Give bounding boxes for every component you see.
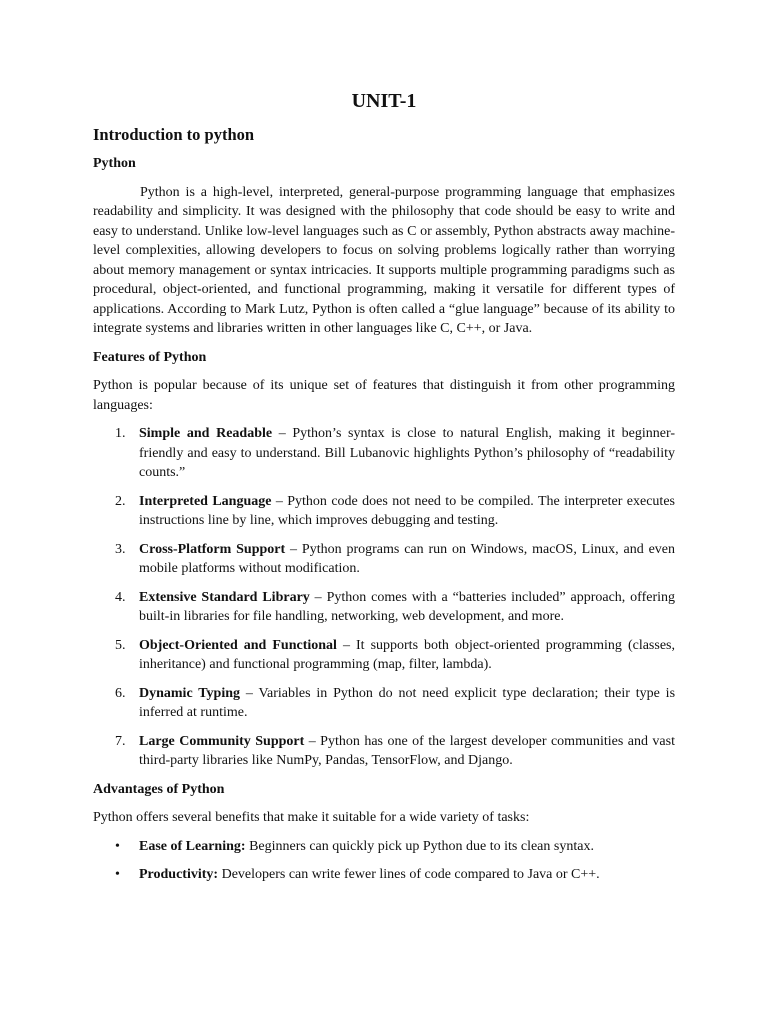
feature-item bbox=[93, 424, 675, 483]
advantage-term: Productivity: bbox=[139, 867, 219, 882]
advantage-term: Ease of Learning: bbox=[139, 838, 246, 854]
feature-number: 5. bbox=[115, 637, 126, 653]
feature-term: Dynamic Typing bbox=[139, 685, 241, 701]
python-paragraph: Python is a high-level, interpreted, general-purpose programming language that emphasizes readability and simplicity. It was designed with the philosophy that code should be easy to write and easy to understand. Unlike low-level languages such as C or assembly, Python abstracts away machine-level complexities, allowing developers to focus on solving problems logically rather than worrying about memory management or syntax intricacies. It supports multiple programming paradigms such as procedural, object-oriented, and functional programming, making it versatile for different types of applications. According to Mark Lutz, Python is often called a “glue language” because of its ability to integrate systems and libraries written in other languages like C, C++, or Java. bbox=[93, 184, 675, 336]
feature-desc: – Python’s syntax is close to natural English, making it beginner-friendly and easy to understand. Bill Lubanovic highlights Python’s philosophy of “readability counts.” bbox=[139, 426, 675, 480]
python-heading: Python bbox=[93, 156, 136, 171]
features-list bbox=[93, 424, 675, 771]
feature-number: 6. bbox=[115, 685, 126, 701]
advantage-desc: Developers can write fewer lines of code compared to Java or C++. bbox=[218, 867, 600, 882]
feature-desc: – Python programs can run on Windows, macOS, Linux, and even mobile platforms without modification. bbox=[139, 541, 675, 576]
feature-term: Extensive Standard Library bbox=[139, 589, 310, 605]
feature-term: Object-Oriented and Functional bbox=[139, 637, 337, 653]
bullet-icon: • bbox=[115, 838, 120, 854]
feature-desc: – Python has one of the largest developer communities and vast third-party libraries like NumPy, Pandas, TensorFlow, and Django. bbox=[139, 733, 675, 768]
feature-term: Cross-Platform Support bbox=[139, 541, 286, 557]
feature-item bbox=[93, 492, 675, 531]
features-intro: Python is popular because of its unique set of features that distinguish it from other programming languages: bbox=[93, 378, 675, 413]
feature-item bbox=[93, 684, 675, 723]
feature-number: 1. bbox=[115, 426, 126, 441]
feature-item bbox=[93, 588, 675, 627]
unit-title: UNIT-1 bbox=[351, 90, 417, 112]
document-page bbox=[93, 88, 675, 894]
feature-desc: – It supports both object-oriented programming (classes, inheritance) and functional programming (map, filter, lambda). bbox=[139, 637, 675, 672]
feature-term: Large Community Support bbox=[139, 733, 305, 749]
advantage-item bbox=[93, 865, 675, 885]
feature-number: 7. bbox=[115, 733, 126, 749]
feature-term: Simple and Readable bbox=[139, 426, 273, 441]
intro-heading: Introduction to python bbox=[93, 125, 255, 144]
advantages-list bbox=[93, 837, 675, 885]
bullet-icon: • bbox=[115, 867, 120, 882]
feature-desc: – Python comes with a “batteries included” approach, offering built-in libraries for file handling, networking, web development, and more. bbox=[139, 589, 676, 624]
advantages-intro: Python offers several benefits that make it suitable for a wide variety of tasks: bbox=[93, 810, 530, 825]
feature-number: 2. bbox=[115, 493, 126, 509]
feature-item bbox=[93, 636, 675, 675]
feature-desc: – Python code does not need to be compiled. The interpreter executes instructions line by line, which improves debugging and testing. bbox=[139, 493, 675, 528]
feature-number: 4. bbox=[115, 589, 126, 605]
advantage-item bbox=[93, 837, 675, 857]
advantages-heading: Advantages of Python bbox=[93, 781, 225, 797]
advantage-desc: Beginners can quickly pick up Python due to its clean syntax. bbox=[245, 838, 594, 854]
feature-desc: – Variables in Python do not need explicit type declaration; their type is inferred at runtime. bbox=[139, 685, 676, 720]
feature-item bbox=[93, 540, 675, 579]
feature-term: Interpreted Language bbox=[139, 493, 272, 509]
features-heading: Features of Python bbox=[93, 349, 207, 365]
feature-item bbox=[93, 732, 675, 771]
feature-number: 3. bbox=[115, 541, 126, 557]
